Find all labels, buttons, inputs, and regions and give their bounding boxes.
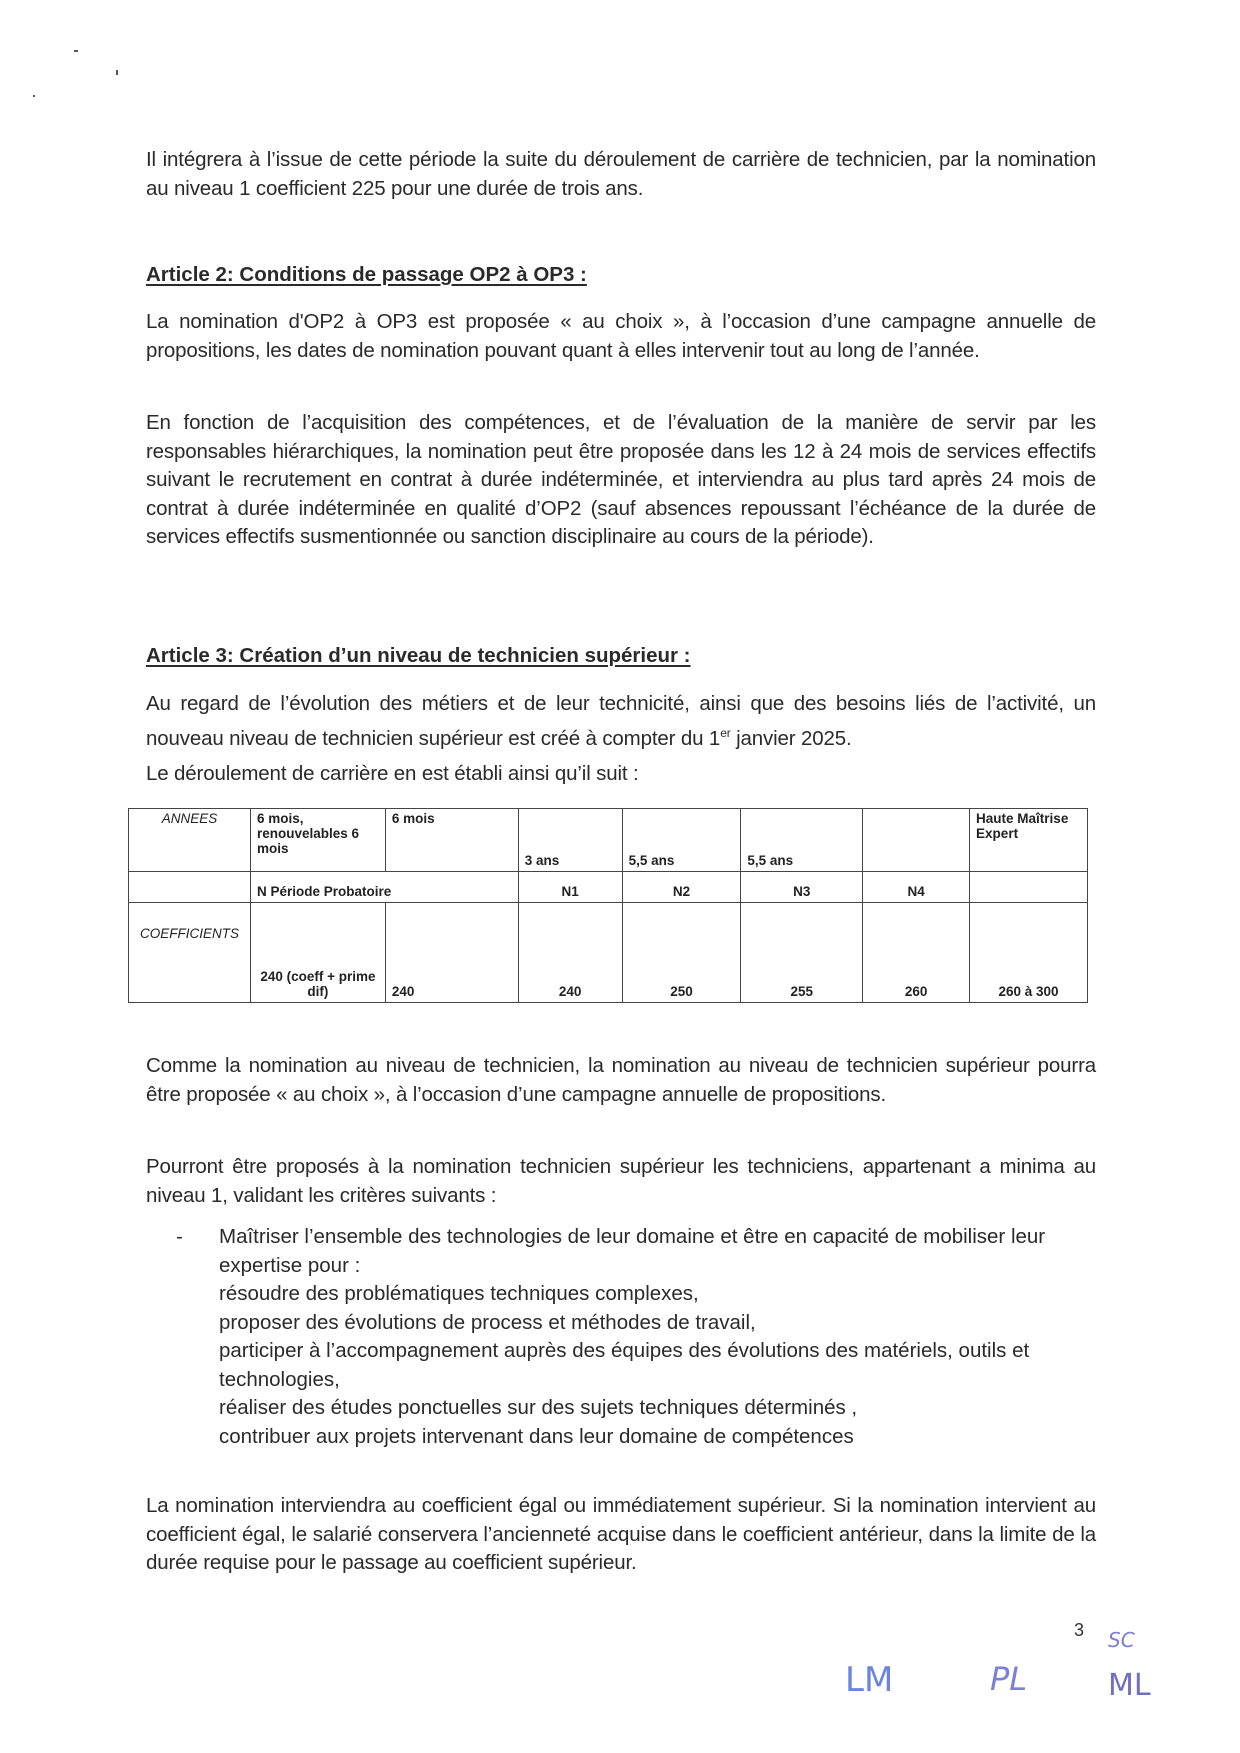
- article2-heading: Article 2: Conditions de passage OP2 à OP3 :: [146, 263, 587, 286]
- cell-annees-3: 3 ans: [518, 809, 622, 872]
- article3-paragraph-2: Pourront être proposés à la nomination technicien supérieur les techniciens, appartenant a minima au niveau 1, validant les critères suivants :: [146, 1155, 1096, 1207]
- article3-intro-date: janvier 2025.: [730, 726, 852, 750]
- ordinal-superscript: er: [720, 725, 731, 740]
- cell-annees-6: [863, 809, 970, 872]
- handwritten-initials-sc: SC: [1108, 1628, 1135, 1652]
- row-niveaux: [129, 872, 1088, 903]
- article3-heading: Article 3: Création d’un niveau de technicien supérieur :: [146, 644, 691, 667]
- criteria-line: réaliser des études ponctuelles sur des sujets techniques déterminés ,: [219, 1396, 858, 1419]
- article3-paragraph-1: Comme la nomination au niveau de technicien, la nomination au niveau de technicien supérieur pourra être proposée « au choix », à l’occasion d’une campagne annuelle de propositions.: [146, 1054, 1096, 1106]
- handwritten-initials-lm: LM: [845, 1660, 894, 1700]
- career-table: [128, 808, 1088, 1003]
- criteria-line: participer à l’accompagnement auprès des équipes des évolutions des matériels, outils et technologies,: [219, 1339, 1030, 1391]
- cell-coeff-7: 260 à 300: [970, 903, 1088, 1003]
- list-bullet-marker: -: [176, 1225, 183, 1248]
- cell-coeff-5: 255: [741, 903, 863, 1003]
- cell-annees-1: 6 mois, renouvelables 6 mois: [250, 809, 385, 872]
- criteria-lines: [219, 1223, 1099, 1451]
- row-coefficients: [129, 903, 1088, 1003]
- cell-niveau-n2: N2: [622, 872, 741, 903]
- cell-periode-probatoire: N Période Probatoire: [250, 872, 518, 903]
- cell-coeff-1: 240 (coeff + prime dif): [250, 903, 385, 1003]
- cell-niveau-n3: N3: [741, 872, 863, 903]
- cell-coeff-3: 240: [518, 903, 622, 1003]
- article2-paragraph-1: La nomination d'OP2 à OP3 est proposée « au choix », à l’occasion d’une campagne annuelle de propositions, les dates de nomination pouvant quant à elles intervenir tout au long de l’année.: [146, 310, 1096, 362]
- cell-annees-2: 6 mois: [385, 809, 518, 872]
- table-intro: Le déroulement de carrière en est établi ainsi qu’il suit :: [146, 762, 639, 785]
- criteria-line: résoudre des problématiques techniques complexes,: [219, 1282, 699, 1305]
- cell-niveau-expert: [970, 872, 1088, 903]
- cell-annees-7: Haute Maîtrise Expert: [970, 809, 1088, 872]
- criteria-line: proposer des évolutions de process et méthodes de travail,: [219, 1310, 756, 1334]
- handwritten-initials-pl: PL: [990, 1660, 1028, 1698]
- article3-intro-text: Au regard de l’évolution des métiers et de leur technicité, ainsi que des besoins liés de l’activité, un nouveau niveau de technicien supérieur est créé à compter du 1: [146, 692, 1096, 750]
- cell-coeff-4: 250: [622, 903, 741, 1003]
- cell-coeff-2: 240: [385, 903, 518, 1003]
- row-label-coefficients: COEFFICIENTS: [129, 903, 251, 1003]
- row-annees: [129, 809, 1088, 872]
- handwritten-initials-ml: ML: [1108, 1668, 1151, 1703]
- row-label-annees: ANNEES: [129, 809, 251, 872]
- page-number: 3: [1074, 1620, 1085, 1640]
- row-label-niveaux: [129, 872, 251, 903]
- criteria-line: contribuer aux projets intervenant dans leur domaine de compétences: [219, 1424, 854, 1448]
- cell-niveau-n1: N1: [518, 872, 622, 903]
- intro-paragraph: Il intégrera à l’issue de cette période la suite du déroulement de carrière de technicien, par la nomination au niveau 1 coefficient 225 pour une durée de trois ans.: [146, 148, 1096, 200]
- closing-paragraph: La nomination interviendra au coefficient égal ou immédiatement supérieur. Si la nomination intervient au coefficient égal, le salarié conservera l’ancienneté acquise dans le coefficient antérieur, dans la limite de la durée requise pour le passage au coefficient supérieur.: [146, 1494, 1096, 1574]
- cell-annees-5: 5,5 ans: [741, 809, 863, 872]
- cell-annees-4: 5,5 ans: [622, 809, 741, 872]
- article3-intro: [146, 690, 1096, 753]
- cell-coeff-6: 260: [863, 903, 970, 1003]
- article2-paragraph-2: En fonction de l’acquisition des compétences, et de l’évaluation de la manière de servir par les responsables hiérarchiques, la nomination peut être proposée dans les 12 à 24 mois de services effectifs suivant le recrutement en contrat à durée indéterminée, et interviendra au plus tard après 24 mois de contrat à durée indéterminée en qualité d’OP2 (sauf absences repoussant l’échéance de la durée de services effectifs susmentionnée ou sanction disciplinaire au cours de la période).: [146, 411, 1096, 548]
- cell-niveau-n4: N4: [863, 872, 970, 903]
- criteria-line: Maîtriser l’ensemble des technologies de leur domaine et être en capacité de mobiliser leur expertise pour :: [219, 1225, 1046, 1277]
